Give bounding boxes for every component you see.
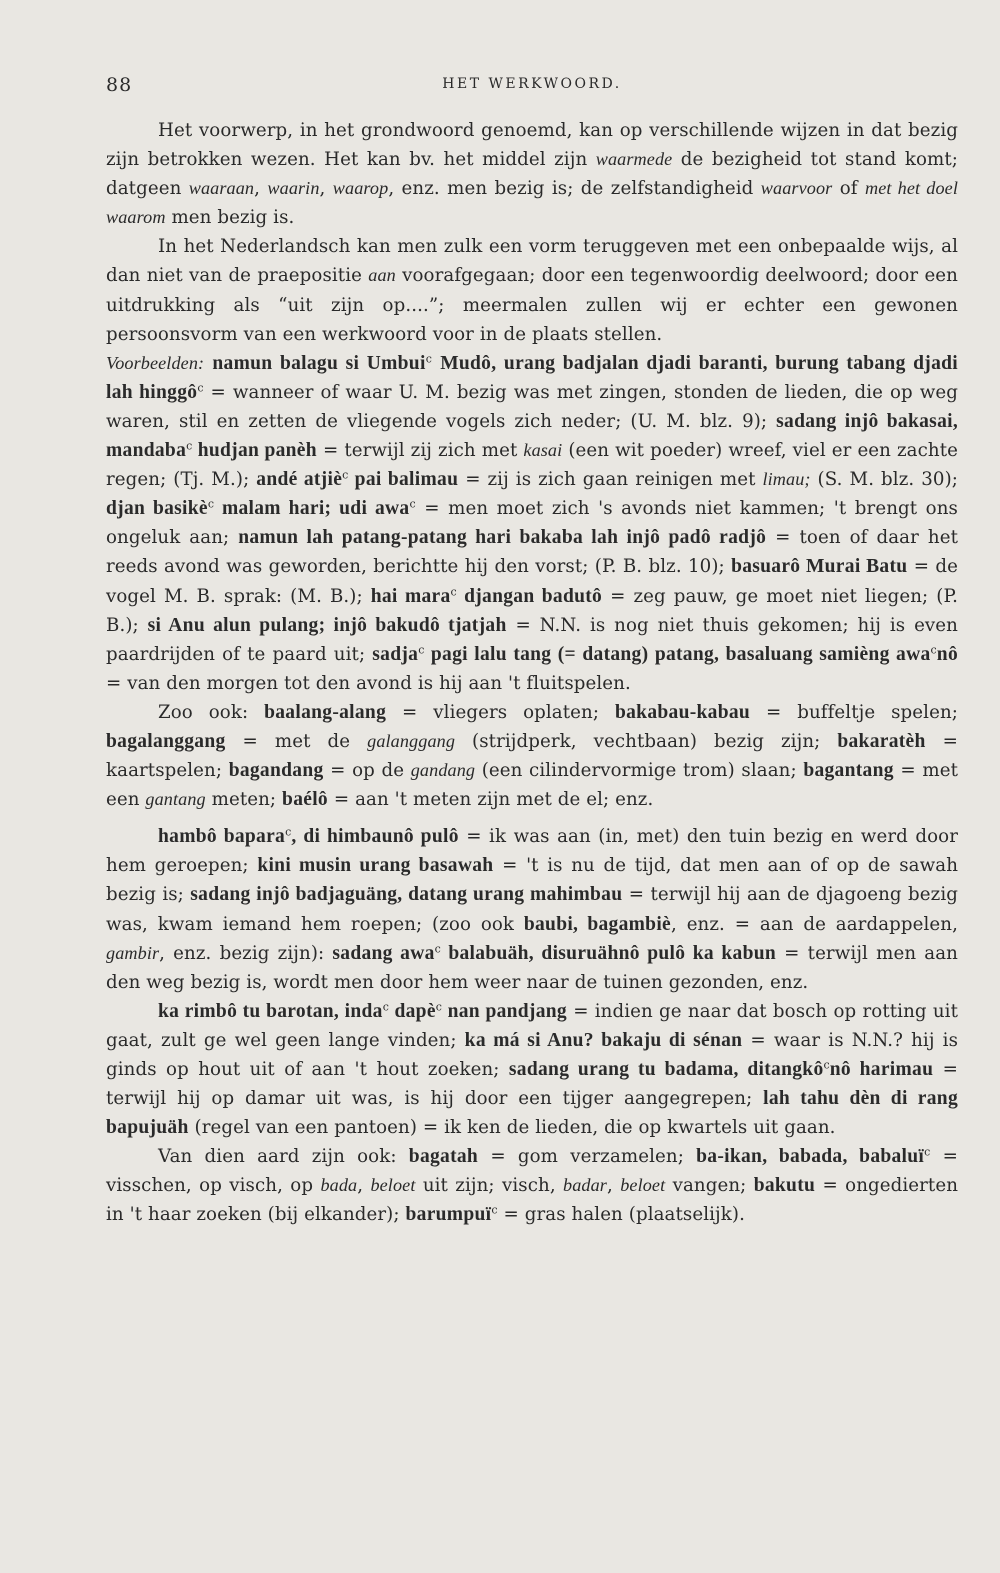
superscript: c — [434, 942, 441, 956]
text: voorafgegaan; door een tegenwoordig deelwoord; door een uitdrukking als “uit zijn op....”; meermalen zullen wij er echter een gewonen persoonsvorm van een werkwoord voor in de plaats stellen. — [106, 265, 958, 345]
malay-phrase: barumpuï — [405, 1204, 492, 1226]
superscript: c — [418, 643, 425, 657]
text: = terwijl men aan den weg bezig is, wordt men door hem weer naar de tuinen gezonden, enz. — [106, 942, 958, 993]
malay-phrase: bagandang — [228, 760, 324, 782]
italic-term: waarin — [267, 178, 320, 199]
text: = 't is nu de tijd, dat men aan of op de sawah bezig is; — [106, 855, 959, 906]
superscript: c — [435, 1000, 443, 1014]
italic-term: waarmede — [595, 149, 673, 170]
superscript: c — [342, 468, 349, 482]
text: = terwijl hij op damar uit was, is hij door een tijger aangegrepen; — [106, 1059, 958, 1110]
malay-phrase: lah tahu dèn di rang bapujuäh — [106, 1088, 958, 1139]
text: = kaartspelen; — [106, 730, 958, 782]
text: = aan 't meten zijn met de el; enz. — [327, 789, 654, 811]
malay-phrase: ka má si Anu? bakaju di sénan — [464, 1029, 743, 1051]
text: of — [832, 178, 865, 200]
malay-phrase: pagi lalu tang (= datang) patang, basaluang samièng awa — [424, 643, 931, 665]
malay-phrase: hudjan panèh — [192, 440, 317, 462]
page-number: 88 — [106, 74, 133, 96]
superscript: c — [450, 584, 457, 598]
superscript: c — [382, 1000, 389, 1014]
paragraph-hambo — [106, 822, 958, 997]
malay-phrase: bakabau-kabau — [614, 701, 751, 723]
paragraph-gap — [106, 814, 958, 822]
superscript: c — [285, 825, 292, 839]
italic-term: met het doel waarom — [106, 178, 959, 228]
malay-phrase: sadang injô bakasai, mandaba — [106, 410, 959, 462]
malay-phrase: pai balimau — [348, 469, 459, 491]
text: , enz. men bezig is; de zelfstandigheid — [388, 178, 761, 200]
page-header — [106, 74, 958, 100]
malay-phrase: si Anu alun pulang; injô bakudô tjatjah — [147, 614, 507, 636]
malay-phrase: basuarô Murai Batu — [731, 556, 908, 578]
malay-phrase: bagantang — [803, 760, 894, 782]
text: = waar is N.N.? hij is ginds op hout uit of aan 't hout zoeken; — [106, 1029, 958, 1080]
superscript: c — [197, 381, 204, 395]
text: , — [606, 1175, 621, 1197]
text: (strijdperk, vechtbaan) bezig zijn; — [455, 730, 838, 752]
text: = gom verzamelen; — [478, 1146, 697, 1168]
text: de bezigheid tot stand komt; datgeen — [106, 149, 958, 200]
malay-phrase: sadang injô badjaguäng, datang urang mahimbau — [190, 884, 623, 906]
malay-phrase: kini musin urang basawah — [257, 855, 494, 877]
malay-phrase: bagatah — [408, 1146, 479, 1168]
malay-phrase: bagalanggang — [106, 730, 226, 752]
text: = men moet zich 's avonds niet kammen; 't brengt ons ongeluk aan; — [106, 498, 958, 549]
text: = van den morgen tot den avond is hij aan 't fluitspelen. — [106, 672, 631, 694]
malay-phrase: andé atjiè — [256, 469, 343, 491]
text: = N.N. is nog niet thuis gekomen; hij is even paardrijden of te paard uit; — [106, 614, 958, 665]
text: = visschen, op visch, op — [106, 1146, 958, 1197]
text: = terwijl zij zich met — [316, 440, 524, 462]
text: = met een — [106, 760, 958, 811]
superscript: c — [823, 1058, 830, 1072]
text: = zij is zich gaan reinigen met — [458, 469, 763, 491]
malay-phrase: bakaratèh — [837, 730, 926, 752]
text: = ik was aan (in, met) den tuin bezig en werd door hem geroepen; — [106, 826, 958, 877]
italic-term: gandang — [410, 760, 476, 781]
italic-term: bada — [320, 1175, 358, 1196]
paragraph-zoo-ook — [106, 698, 958, 814]
italic-term: beloet — [370, 1175, 416, 1196]
malay-phrase: ba-ikan, babada, babaluï — [696, 1146, 925, 1168]
text: = indien ge naar dat bosch op rotting uit gaat, zult ge wel geen lange vinden; — [106, 1000, 958, 1051]
text: (een cilindervormige trom) slaan; — [475, 760, 804, 782]
text: Zoo ook: — [158, 701, 265, 723]
malay-phrase: malam hari; udi awa — [214, 498, 410, 520]
text: = gras halen (plaatselijk). — [497, 1204, 745, 1226]
malay-phrase: balabuäh, disuruähnô pulô ka kabun — [440, 942, 777, 964]
malay-phrase: sadja — [372, 643, 419, 665]
text: uit zijn; visch, — [415, 1175, 564, 1197]
text: , enz. bezig zijn): — [159, 942, 333, 964]
superscript: c — [207, 497, 215, 511]
malay-phrase: , di himbaunô pulô — [291, 826, 459, 848]
text: = vliegers oplaten; — [386, 701, 615, 723]
paragraph-1 — [106, 116, 958, 232]
malay-phrase: dapè — [388, 1000, 436, 1022]
malay-phrase: baubi, bagambiè — [523, 913, 671, 935]
text: = op de — [323, 760, 411, 782]
text: , — [319, 178, 333, 200]
body-text — [106, 116, 958, 1230]
text: = zeg pauw, ge moet niet liegen; (P. B.); — [106, 585, 958, 636]
malay-phrase: sadang awa — [332, 942, 435, 964]
superscript: c — [425, 352, 432, 366]
text: = buffeltje spelen; — [750, 701, 958, 723]
text: = toen of daar het reeds avond was geworden, berichtte hij den vorst; (P. B. blz. 10); — [106, 527, 958, 578]
paragraph-ka-rimbo — [106, 997, 958, 1142]
superscript: c — [930, 643, 937, 657]
italic-term: Voorbeelden: — [106, 352, 205, 373]
text: men bezig is. — [165, 207, 295, 229]
text: (een wit poeder) wreef, viel er een zachte regen; (Tj. M.); — [106, 440, 959, 491]
text: = terwijl hij aan de djagoeng bezig was, kwam iemand hem roepen; (zoo ook — [106, 884, 958, 935]
italic-term: aan — [368, 265, 396, 286]
text: vangen; — [665, 1175, 754, 1197]
superscript: c — [491, 1203, 498, 1217]
text: = ongedierten in 't haar zoeken (bij elkander); — [106, 1175, 959, 1226]
malay-phrase: djan basikè — [106, 498, 208, 520]
superscript: c — [924, 1145, 931, 1159]
malay-phrase: Mudô, urang badjalan djadi baranti, burung tabang djadi lah hinggô — [106, 352, 958, 403]
malay-phrase: ka rimbô tu barotan, inda — [158, 1000, 383, 1022]
paragraph-van-dien-aard — [106, 1142, 958, 1229]
italic-term: waarop — [332, 178, 389, 199]
italic-term: kasai — [523, 440, 563, 461]
malay-phrase: namun lah patang-patang hari bakaba lah injô padô radjô — [238, 527, 767, 549]
malay-phrase: hai mara — [370, 585, 451, 607]
text: = met de — [225, 730, 368, 752]
text: Van dien aard zijn ook: — [158, 1146, 409, 1168]
italic-term: beloet — [620, 1175, 666, 1196]
text: (regel van een pantoen) = ik ken de lieden, die op kwartels uit gaan. — [188, 1117, 836, 1139]
malay-phrase: hambô bapara — [158, 826, 286, 848]
malay-phrase: namun balagu si Umbui — [212, 352, 426, 374]
malay-phrase: nan pandjang — [442, 1000, 567, 1022]
italic-term: gambir — [106, 942, 160, 963]
malay-phrase: sadang urang tu badama, ditangkô — [508, 1059, 824, 1080]
italic-term: badar — [563, 1175, 607, 1196]
italic-term: galanggang — [367, 730, 456, 751]
text: (S. M. blz. 30); — [810, 469, 959, 491]
text: , enz. = aan de aardappelen, — [671, 913, 958, 935]
italic-term: gantang — [145, 789, 206, 810]
malay-phrase: nô harimau — [829, 1059, 934, 1080]
superscript: c — [186, 439, 193, 453]
malay-phrase: bakutu — [753, 1175, 816, 1197]
paragraph-examples — [106, 349, 958, 698]
malay-phrase: nô — [936, 643, 958, 665]
text: , — [254, 178, 268, 200]
text: meten; — [205, 789, 283, 811]
malay-phrase: djangan badutô — [456, 585, 603, 607]
italic-term: waarvoor — [760, 178, 833, 199]
text: Het voorwerp, in het grondwoord genoemd, kan op verschillende wijzen in dat bezig zijn betrokken wezen. Het kan bv. het middel zijn — [106, 120, 958, 171]
running-title: HET WERKWOORD. — [442, 76, 622, 92]
italic-term: limau; — [762, 469, 811, 490]
text: = wanneer of waar U. M. bezig was met zingen, stonden de lieden, die op weg waren, stil en zetten de vliegende vogels zich neder; (U. M. blz. 9); — [106, 381, 959, 432]
malay-phrase: baélô — [282, 789, 328, 811]
text: In het Nederlandsch kan men zulk een vorm teruggeven met een onbepaalde wijs, al dan niet van de praepositie — [106, 236, 958, 287]
italic-term: waaraan — [188, 178, 255, 199]
superscript: c — [409, 497, 416, 511]
paragraph-2 — [106, 232, 958, 348]
text: , — [357, 1175, 371, 1197]
malay-phrase: baalang-alang — [264, 701, 387, 723]
text: = de vogel M. B. sprak: (M. B.); — [106, 556, 958, 607]
